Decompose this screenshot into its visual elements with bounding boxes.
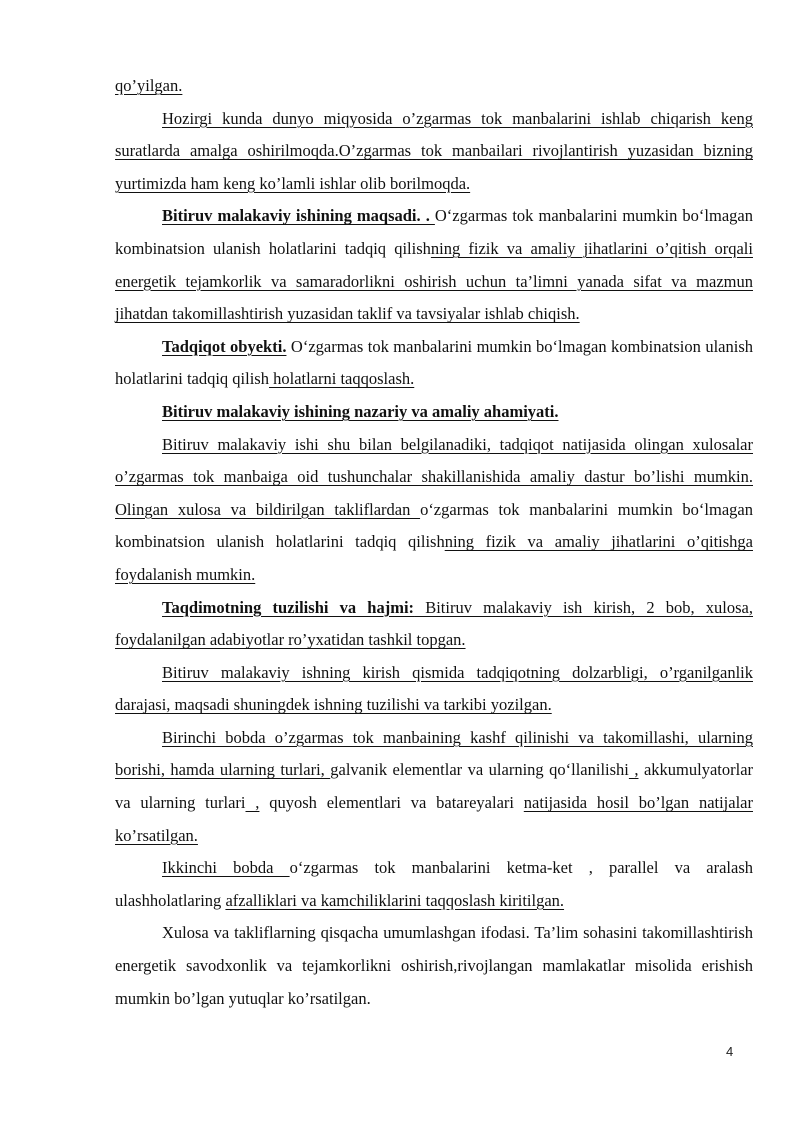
page-number: 4 [726, 1044, 734, 1059]
object-text-underlined: holatlarni taqqoslash. [268, 369, 415, 389]
object-text: O‘zgarmas tok manbalarini mumkin bo‘lmagan kombinatsion ulanish holatlarini tadqiq qilish [115, 336, 754, 389]
paragraph-structure [115, 592, 753, 657]
chapter-one-t2: akkumulyatorlar va ularning turlari [115, 760, 754, 813]
chapter-two-u2: afzalliklari va kamchiliklarini taqqoslash kiritilgan. [225, 890, 565, 910]
continued-text: qo’yilgan. [115, 76, 183, 95]
goal-text: O‘zgarmas tok manbalarini mumkin bo‘lmagan kombinatsion ulanish holatlarini tadqiq qilish [115, 206, 753, 258]
object-heading: Tadqiqot obyekti. [162, 336, 287, 356]
chapter-one-u2: , [628, 760, 639, 780]
paragraph-significance [115, 429, 753, 592]
structure-text: Bitiruv malakaviy ish kirish, 2 bob, xulosa, foydalanilgan adabiyotlar ro’yxatidan tashkil topgan. [115, 597, 753, 650]
chapter-two-u1: Ikkinchi bobda [162, 858, 290, 878]
significance-text-underlined-2: ning fizik va amaliy jihatlarini o’qitishga foydalanish mumkin. [115, 532, 753, 584]
chapter-two-t1: o‘zgarmas tok manbalarini ketma-ket , parallel va aralash ulashholatlaring [115, 858, 753, 910]
paragraph-significance-heading [115, 396, 753, 429]
conclusion-text: Xulosa va takliflarning qisqacha umumlashgan ifodasi. Ta’lim sohasini takomillashtirish energetik savodxonlik va tejamkorlikni oshirish,rivojlangan mamlakatlar misolida erishish mumkin bo’lgan yutuqlar ko’rsatilgan. [115, 923, 753, 1008]
paragraph-continuation [115, 70, 753, 103]
structure-heading: Taqdimotning tuzilishi va hajmi: [162, 597, 415, 617]
paragraph-chapter-two [115, 852, 753, 917]
chapter-one-t3: quyosh elementlari va batareyalari [259, 793, 524, 813]
chapter-one-t1: galvanik elementlar va ularning qo‘llanilishi [330, 760, 629, 780]
paragraph-introduction [115, 657, 753, 722]
paragraph-object [115, 331, 753, 396]
paragraph-conclusion [115, 917, 753, 1015]
paragraph-goal [115, 200, 753, 330]
paragraph-chapter-one [115, 722, 753, 852]
goal-heading: Bitiruv malakaviy ishining maqsadi. . [162, 206, 435, 226]
chapter-one-u3: , [245, 793, 260, 813]
goal-text-underlined: ning fizik va amaliy jihatlarini o’qitish orqali energetik tejamkorlik va samaradorlikni oshirish uchun ta’limni yanada sifat va mazmun jihatdan takomillashtirish yuzasidan taklif va tavsiyalar ishlab chiqish. [115, 238, 753, 324]
significance-text: o‘zgarmas tok manbalarini mumkin bo‘lmagan kombinatsion ulanish holatlarini tadqiq qilish [115, 499, 753, 552]
introduction-text: Bitiruv malakaviy ishning kirish qismida tadqiqotning dolzarbligi, o’rganilganlik darajasi, maqsadi shuningdek ishning tuzilishi va tarkibi yozilgan. [115, 662, 753, 715]
significance-heading: Bitiruv malakaviy ishining nazariy va amaliy ahamiyati. [162, 401, 559, 421]
relevance-text: Hozirgi kunda dunyo miqyosida o’zgarmas tok manbalarini ishlab chiqarish keng suratlarda amalga oshirilmoqda.O’zgarmas tok manbailari rivojlantirish yuzasidan bizning yurtimizda ham keng ko’lamli ishlar olib borilmoqda. [115, 108, 753, 193]
significance-text-underlined: Bitiruv malakaviy ishi shu bilan belgilanadiki, tadqiqot natijasida olingan xulosalar o’zgarmas tok manbaiga oid tushunchalar shakillanishida amaliy dastur bo’lishi mumkin. Olingan xulosa va bildirilgan takliflardan [115, 434, 753, 519]
paragraph-relevance [115, 103, 753, 201]
chapter-one-u1: Birinchi bobda o’zgarmas tok manbaining kashf qilinishi va takomillashi, ularning borishi, hamda ularning turlari, [115, 727, 753, 780]
chapter-one-u4: natijasida hosil bo’lgan natijalar ko’rsatilgan. [115, 793, 753, 845]
document-page [115, 70, 753, 1015]
